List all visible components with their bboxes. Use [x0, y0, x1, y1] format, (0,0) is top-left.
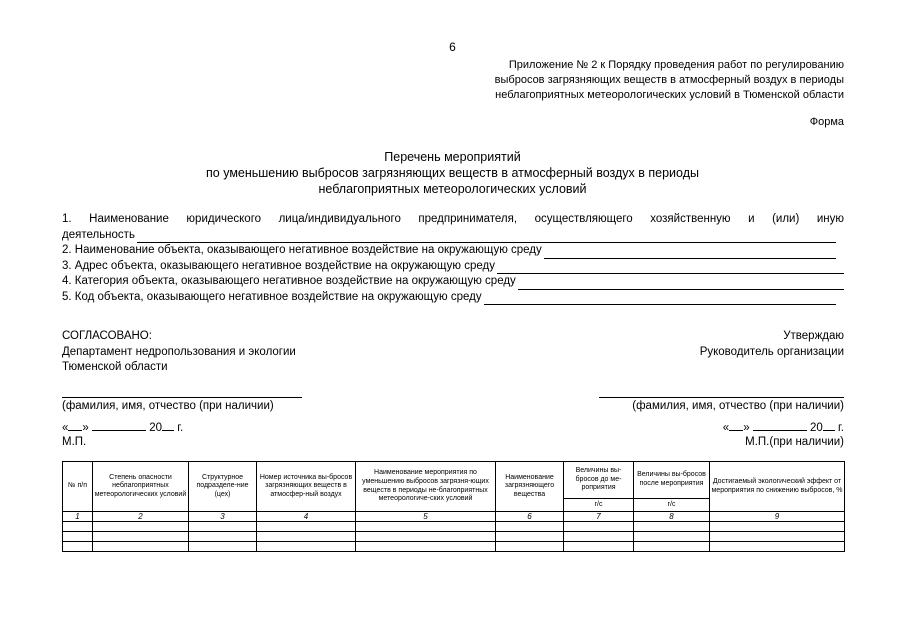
table-cell[interactable] [93, 532, 189, 542]
month-blank[interactable] [92, 419, 146, 431]
table-cell[interactable] [189, 532, 257, 542]
field-entity-name [62, 228, 844, 244]
approval-right [599, 329, 844, 414]
appendix-line: Приложение № 2 к Порядку проведения работ по регулированию [508, 59, 844, 71]
year-blank[interactable] [823, 419, 835, 431]
approval-org: Руководитель организации [699, 345, 844, 358]
table-row [63, 532, 845, 542]
col-header-emission-after: Величины вы-бросов после мероприятия [634, 462, 710, 499]
field-object-code-line[interactable] [484, 292, 836, 305]
date-quote: » [82, 422, 89, 434]
col-header-pollutant: Наименование загрязняющего вещества [496, 462, 564, 512]
form-fields [62, 212, 844, 305]
table-cell[interactable] [356, 522, 496, 532]
table-cell[interactable] [257, 522, 356, 532]
table-cell[interactable] [63, 542, 93, 552]
field-object-code [62, 290, 844, 306]
table-cell[interactable] [63, 532, 93, 542]
table-cell[interactable] [710, 532, 845, 542]
date-left [62, 419, 183, 449]
table-cell[interactable] [356, 542, 496, 552]
col-header-number: № п/п [63, 462, 93, 512]
field-object-category [62, 274, 844, 290]
table-cell[interactable] [257, 532, 356, 542]
year-prefix: 20 [149, 422, 163, 434]
signature-line[interactable] [62, 383, 302, 398]
table-cell[interactable] [496, 522, 564, 532]
field-entity-name-label: 1. Наименование юридического лица/индивидуального предпринимателя, осуществляющего хозяйственную и (или) иную [62, 213, 844, 225]
month-blank[interactable] [753, 419, 807, 431]
column-number: 4 [257, 512, 356, 522]
approval-heading: СОГЛАСОВАНО: [62, 330, 152, 342]
measures-table [62, 461, 845, 552]
col-header-emission-before: Величины вы-бросов до ме-роприятия [564, 462, 634, 499]
column-number: 9 [710, 512, 845, 522]
column-number: 2 [93, 512, 189, 522]
unit-emission-before: г/с [564, 499, 634, 512]
field-label: 3. Адрес объекта, оказывающего негативное воздействие на окружающую среду [62, 259, 495, 272]
day-blank[interactable] [68, 419, 82, 431]
stamp-label: М.П. [62, 436, 87, 448]
column-number: 5 [356, 512, 496, 522]
year-suffix: г. [177, 422, 184, 434]
approval-org: Тюменской области [62, 361, 168, 373]
date-quote: « [722, 422, 730, 434]
title-line: Перечень мероприятий [384, 150, 521, 164]
table-cell[interactable] [710, 522, 845, 532]
field-object-address-line[interactable] [497, 261, 844, 274]
date-quote: » [743, 422, 750, 434]
field-label: 5. Код объекта, оказывающего негативное воздействие на окружающую среду [62, 290, 482, 303]
col-header-hazard-level: Степень опасности неблагоприятных метеорологических условий [93, 462, 189, 512]
table-cell[interactable] [564, 532, 634, 542]
table-cell[interactable] [93, 522, 189, 532]
approval-left [62, 329, 302, 414]
page-number: 6 [449, 40, 456, 54]
field-object-category-line[interactable] [518, 277, 844, 290]
column-number: 1 [63, 512, 93, 522]
field-label: 2. Наименование объекта, оказывающего негативное воздействие на окружающую среду [62, 244, 542, 256]
table-cell[interactable] [189, 542, 257, 552]
table-cell[interactable] [496, 542, 564, 552]
year-prefix: 20 [810, 422, 823, 434]
col-header-measure-name: Наименование мероприятия по уменьшению выбросов загрязня-ющих веществ в периоды не-благоприятных метеорологиче-ских условий [356, 462, 496, 512]
appendix-line: неблагоприятных метеорологических условий в Тюменской области [495, 89, 844, 101]
col-header-source-number: Номер источника вы-бросов загрязняющих веществ в атмосфер-ный воздух [257, 462, 356, 512]
field-label: деятельность [62, 228, 135, 241]
column-number: 6 [496, 512, 564, 522]
approval-heading: Утверждаю [783, 330, 844, 342]
approval-org: Департамент недропользования и экологии [62, 345, 296, 358]
stamp-label: М.П.(при наличии) [745, 436, 844, 448]
column-number: 3 [189, 512, 257, 522]
table-cell[interactable] [189, 522, 257, 532]
column-number: 7 [564, 512, 634, 522]
table-row [63, 542, 845, 552]
col-header-effect: Достигаемый экологический эффект от мероприятия по снижению выбросов, % [710, 462, 845, 512]
table-cell[interactable] [634, 532, 710, 542]
title-line: неблагоприятных метеорологических условий [318, 182, 587, 196]
field-object-name-line[interactable] [544, 246, 836, 259]
table-cell[interactable] [257, 542, 356, 552]
date-quote: « [62, 422, 69, 434]
document-title [0, 149, 905, 197]
table-cell[interactable] [634, 522, 710, 532]
field-object-address [62, 259, 844, 275]
table-cell[interactable] [634, 542, 710, 552]
signature-line[interactable] [599, 383, 844, 398]
table-cell[interactable] [564, 542, 634, 552]
appendix-line: выбросов загрязняющих веществ в атмосферный воздух в периоды [494, 74, 844, 86]
signature-caption: (фамилия, имя, отчество (при наличии) [632, 399, 844, 412]
field-label: 4. Категория объекта, оказывающего негативное воздействие на окружающую среду [62, 275, 516, 287]
column-number: 8 [634, 512, 710, 522]
table-row [63, 522, 845, 532]
day-blank[interactable] [729, 419, 743, 431]
date-right [723, 419, 844, 449]
form-label: Форма [809, 116, 844, 128]
unit-emission-after: г/с [634, 499, 710, 512]
appendix-reference [444, 58, 844, 103]
field-object-name [62, 243, 844, 259]
col-header-department: Структурное подразделе-ние (цех) [189, 462, 257, 512]
table-cell[interactable] [93, 542, 189, 552]
column-numbers-row [63, 512, 845, 522]
table-cell[interactable] [710, 542, 845, 552]
year-blank[interactable] [162, 419, 174, 431]
table-cell[interactable] [496, 532, 564, 542]
field-entity-name-line[interactable] [137, 230, 836, 243]
table-cell[interactable] [564, 522, 634, 532]
title-line: по уменьшению выбросов загрязняющих веществ в атмосферный воздух в периоды [206, 166, 699, 180]
table-cell[interactable] [356, 532, 496, 542]
year-suffix: г. [838, 422, 844, 434]
signature-caption: (фамилия, имя, отчество (при наличии) [62, 399, 274, 412]
table-cell[interactable] [63, 522, 93, 532]
